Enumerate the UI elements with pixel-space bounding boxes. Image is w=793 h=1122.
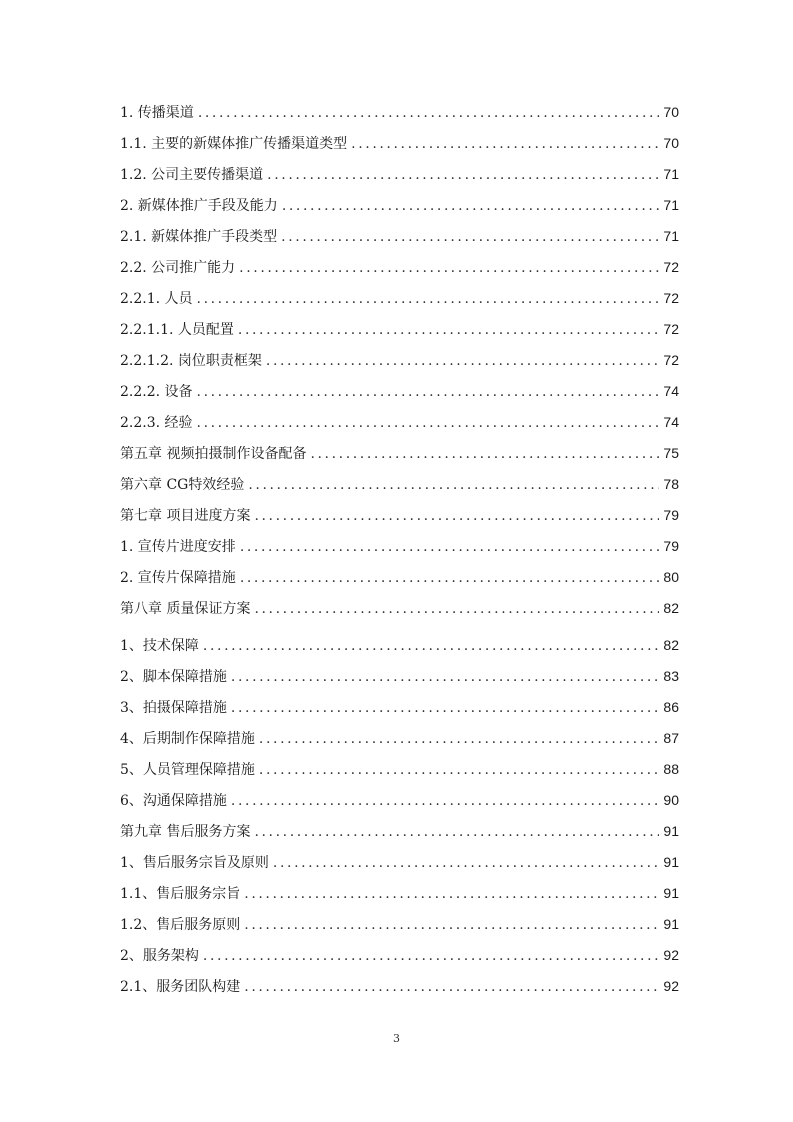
toc-entry-label: 3、拍摄保障措施 [120, 700, 227, 716]
toc-entry[interactable] [120, 252, 679, 283]
toc-entry[interactable] [120, 593, 679, 624]
toc-entry-page: 70 [663, 135, 679, 151]
toc-entry[interactable] [120, 816, 679, 847]
toc-entry-page: 91 [663, 885, 679, 901]
toc-entry-page: 79 [663, 507, 679, 523]
page-number: 3 [393, 1032, 400, 1045]
toc-entry-page: 91 [663, 916, 679, 932]
toc-entry-label: 2.2.1.2. 岗位职责框架 [120, 353, 262, 369]
toc-entry[interactable] [120, 971, 679, 1002]
toc-entry[interactable] [120, 97, 679, 128]
toc-entry-page: 87 [663, 730, 679, 746]
toc-entry[interactable] [120, 562, 679, 593]
toc-entry-label: 2. 新媒体推广手段及能力 [120, 198, 278, 214]
toc-leader [310, 439, 659, 470]
toc-entry-label: 6、沟通保障措施 [120, 793, 227, 809]
toc-entry-page: 74 [663, 414, 679, 430]
toc-leader [240, 563, 660, 594]
toc-leader [231, 693, 660, 724]
toc-entry-page: 90 [663, 792, 679, 808]
table-of-contents [120, 97, 679, 1002]
toc-entry-page: 71 [663, 166, 679, 182]
toc-entry[interactable] [120, 723, 679, 754]
toc-entry-page: 83 [663, 668, 679, 684]
toc-entry-page: 86 [663, 699, 679, 715]
toc-entry[interactable] [120, 940, 679, 971]
toc-entry-label: 2.2.3. 经验 [120, 415, 193, 431]
toc-leader [197, 377, 660, 408]
toc-entry[interactable] [120, 469, 679, 500]
toc-entry-label: 2.2. 公司推广能力 [120, 260, 236, 276]
toc-leader [282, 191, 660, 222]
toc-leader [267, 160, 659, 191]
toc-leader [198, 98, 660, 129]
toc-entry-label: 2.1、服务团队构建 [120, 979, 241, 995]
toc-entry[interactable] [120, 314, 679, 345]
toc-entry-label: 第八章 质量保证方案 [120, 601, 251, 617]
toc-entry[interactable] [120, 692, 679, 723]
toc-entry-label: 1.1. 主要的新媒体推广传播渠道类型 [120, 136, 348, 152]
toc-entry-label: 第六章 CG特效经验 [120, 477, 245, 493]
toc-entry-page: 71 [663, 197, 679, 213]
toc-entry[interactable] [120, 376, 679, 407]
toc-entry-label: 第九章 售后服务方案 [120, 824, 251, 840]
toc-leader [254, 594, 659, 625]
toc-leader [259, 755, 660, 786]
toc-entry[interactable] [120, 438, 679, 469]
toc-leader [197, 284, 660, 315]
toc-entry-label: 2.2.1. 人员 [120, 291, 193, 307]
toc-entry-label: 2.1. 新媒体推广手段类型 [120, 229, 278, 245]
toc-entry[interactable] [120, 407, 679, 438]
toc-entry[interactable] [120, 500, 679, 531]
toc-entry[interactable] [120, 878, 679, 909]
toc-entry-page: 71 [663, 228, 679, 244]
toc-leader [248, 470, 659, 501]
toc-leader [273, 848, 660, 879]
toc-entry[interactable] [120, 128, 679, 159]
toc-entry-page: 92 [663, 947, 679, 963]
toc-entry-label: 第五章 视频拍摄制作设备配备 [120, 446, 307, 462]
toc-entry-label: 1、技术保障 [120, 638, 199, 654]
toc-leader [266, 346, 660, 377]
toc-leader [254, 501, 659, 532]
toc-entry-page: 82 [663, 600, 679, 616]
toc-entry-label: 2. 宣传片保障措施 [120, 570, 236, 586]
toc-leader [244, 972, 659, 1003]
toc-entry-label: 1、售后服务宗旨及原则 [120, 855, 269, 871]
toc-entry-page: 72 [663, 352, 679, 368]
toc-leader [239, 253, 659, 284]
toc-entry[interactable] [120, 785, 679, 816]
toc-entry-page: 80 [663, 569, 679, 585]
toc-entry-label: 2、脚本保障措施 [120, 669, 227, 685]
toc-entry-label: 1.1、售后服务宗旨 [120, 886, 241, 902]
toc-leader [244, 879, 659, 910]
toc-leader [203, 631, 660, 662]
toc-leader [254, 817, 659, 848]
toc-leader [203, 941, 660, 972]
toc-leader [238, 315, 660, 346]
toc-entry-page: 72 [663, 321, 679, 337]
toc-entry[interactable] [120, 345, 679, 376]
toc-entry-page: 75 [663, 445, 679, 461]
toc-entry-page: 92 [663, 978, 679, 994]
toc-entry[interactable] [120, 190, 679, 221]
toc-entry[interactable] [120, 754, 679, 785]
toc-leader [281, 222, 659, 253]
toc-entry-page: 82 [663, 637, 679, 653]
toc-entry-label: 1. 宣传片进度安排 [120, 539, 236, 555]
toc-entry-label: 4、后期制作保障措施 [120, 731, 255, 747]
toc-entry-label: 2、服务架构 [120, 948, 199, 964]
toc-entry-label: 1.2. 公司主要传播渠道 [120, 167, 264, 183]
toc-entry[interactable] [120, 283, 679, 314]
toc-entry-page: 72 [663, 259, 679, 275]
toc-entry-page: 91 [663, 823, 679, 839]
toc-entry[interactable] [120, 221, 679, 252]
toc-entry[interactable] [120, 630, 679, 661]
toc-leader [231, 662, 660, 693]
toc-leader [231, 786, 660, 817]
toc-entry-page: 72 [663, 290, 679, 306]
toc-entry-label: 2.2.2. 设备 [120, 384, 193, 400]
toc-entry-page: 79 [663, 538, 679, 554]
toc-entry[interactable] [120, 847, 679, 878]
toc-leader [259, 724, 660, 755]
toc-entry[interactable] [120, 909, 679, 940]
toc-entry[interactable] [120, 531, 679, 562]
toc-entry-label: 1. 传播渠道 [120, 105, 194, 121]
toc-entry-page: 78 [663, 476, 679, 492]
toc-leader [197, 408, 660, 439]
toc-entry-label: 2.2.1.1. 人员配置 [120, 322, 234, 338]
toc-entry-label: 1.2、售后服务原则 [120, 917, 241, 933]
toc-entry[interactable] [120, 661, 679, 692]
toc-entry[interactable] [120, 159, 679, 190]
toc-leader [351, 129, 659, 160]
toc-entry-label: 5、人员管理保障措施 [120, 762, 255, 778]
toc-entry-page: 70 [663, 104, 679, 120]
toc-leader [244, 910, 659, 941]
toc-entry-page: 91 [663, 854, 679, 870]
toc-entry-page: 74 [663, 383, 679, 399]
toc-leader [240, 532, 660, 563]
toc-entry-page: 88 [663, 761, 679, 777]
toc-entry-label: 第七章 项目进度方案 [120, 508, 251, 524]
